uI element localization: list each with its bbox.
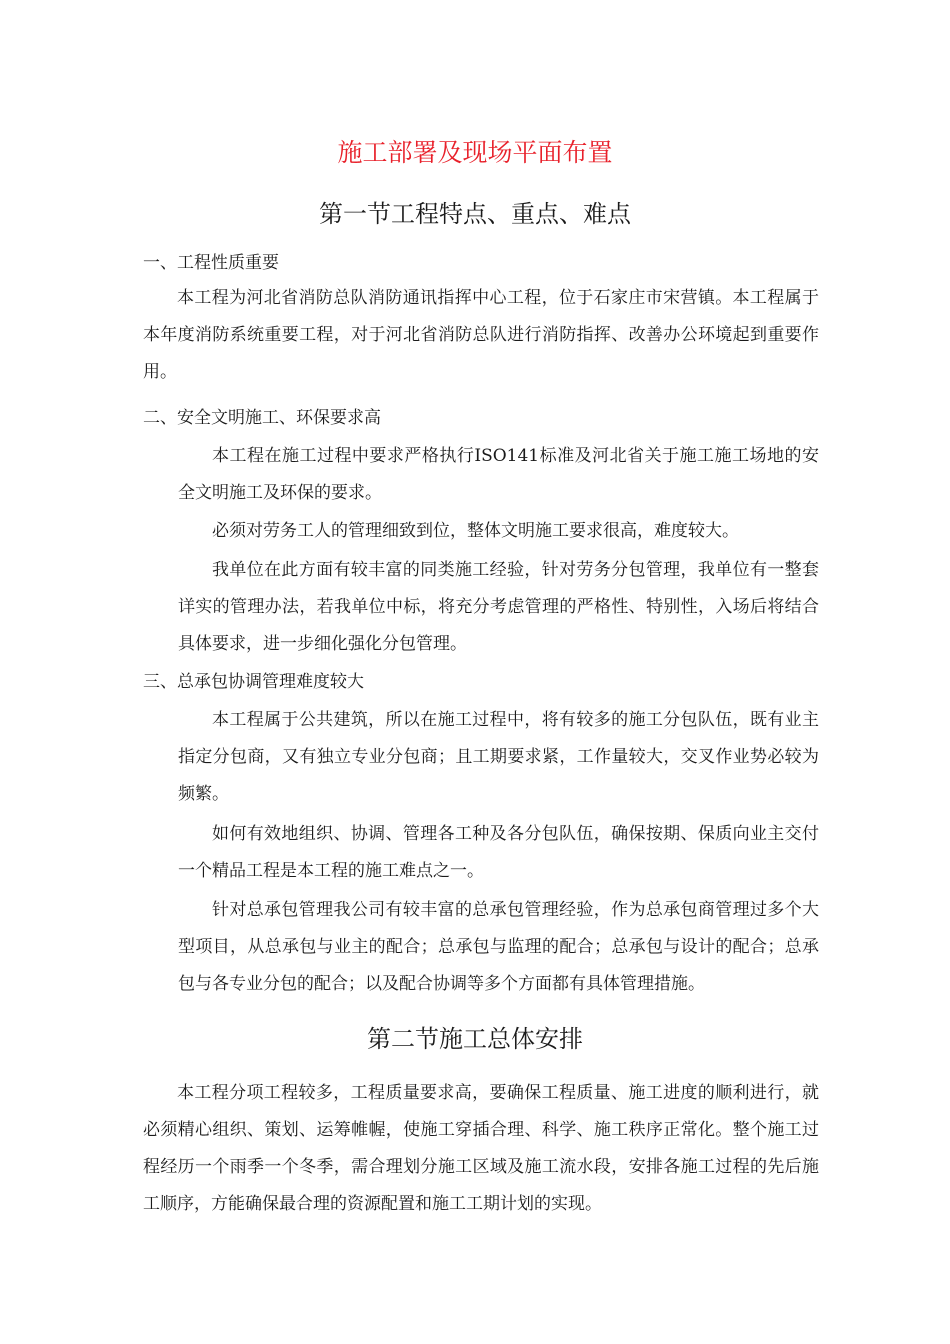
- section-2-paragraph-1: 本工程分项工程较多，工程质量要求高，要确保工程质量、施工进度的顺利进行，就必须精心组织、策划、运筹帷幄，使施工穿插合理、科学、施工秩序正常化。整个施工过程经历一个雨季一个冬季，需合理划分施工区域及施工流水段，安排各施工过程的先后施工顺序，方能确保最合理的资源配置和施工工期计划的实现。: [143, 1083, 819, 1214]
- item-1-paragraph-1: 本工程为河北省消防总队消防通讯指挥中心工程，位于石家庄市宋营镇。本工程属于本年度消防系统重要工程，对于河北省消防总队进行消防指挥、改善办公环境起到重要作用。: [143, 288, 819, 382]
- item-1-heading: 一、工程性质重要: [143, 253, 279, 273]
- section-1-heading: 第一节工程特点、重点、难点: [319, 200, 631, 228]
- item-3-heading: 三、总承包协调管理难度较大: [143, 672, 364, 692]
- item-2-paragraph-3: 我单位在此方面有较丰富的同类施工经验，针对劳务分包管理，我单位有一整套详实的管理办法，若我单位中标，将充分考虑管理的严格性、特别性，入场后将结合具体要求，进一步细化强化分包管理。: [178, 560, 819, 654]
- item-3-paragraph-3: 针对总承包管理我公司有较丰富的总承包管理经验，作为总承包商管理过多个大型项目，从总承包与业主的配合；总承包与监理的配合；总承包与设计的配合；总承包与各专业分包的配合；以及配合协调等多个方面都有具体管理措施。: [178, 900, 819, 994]
- item-3-paragraph-2: 如何有效地组织、协调、管理各工种及各分包队伍，确保按期、保质向业主交付一个精品工程是本工程的施工难点之一。: [178, 824, 819, 881]
- item-3-paragraph-1: 本工程属于公共建筑，所以在施工过程中，将有较多的施工分包队伍，既有业主指定分包商，又有独立专业分包商；且工期要求紧，工作量较大，交叉作业势必较为频繁。: [178, 710, 819, 804]
- document-title: 施工部署及现场平面布置: [337, 138, 613, 167]
- item-2-heading: 二、安全文明施工、环保要求高: [143, 408, 381, 428]
- section-2-heading: 第二节施工总体安排: [367, 1025, 583, 1053]
- item-2-paragraph-1: 本工程在施工过程中要求严格执行ISO141标准及河北省关于施工施工场地的安全文明施工及环保的要求。: [178, 446, 819, 503]
- item-2-paragraph-2: 必须对劳务工人的管理细致到位，整体文明施工要求很高，难度较大。: [212, 521, 739, 541]
